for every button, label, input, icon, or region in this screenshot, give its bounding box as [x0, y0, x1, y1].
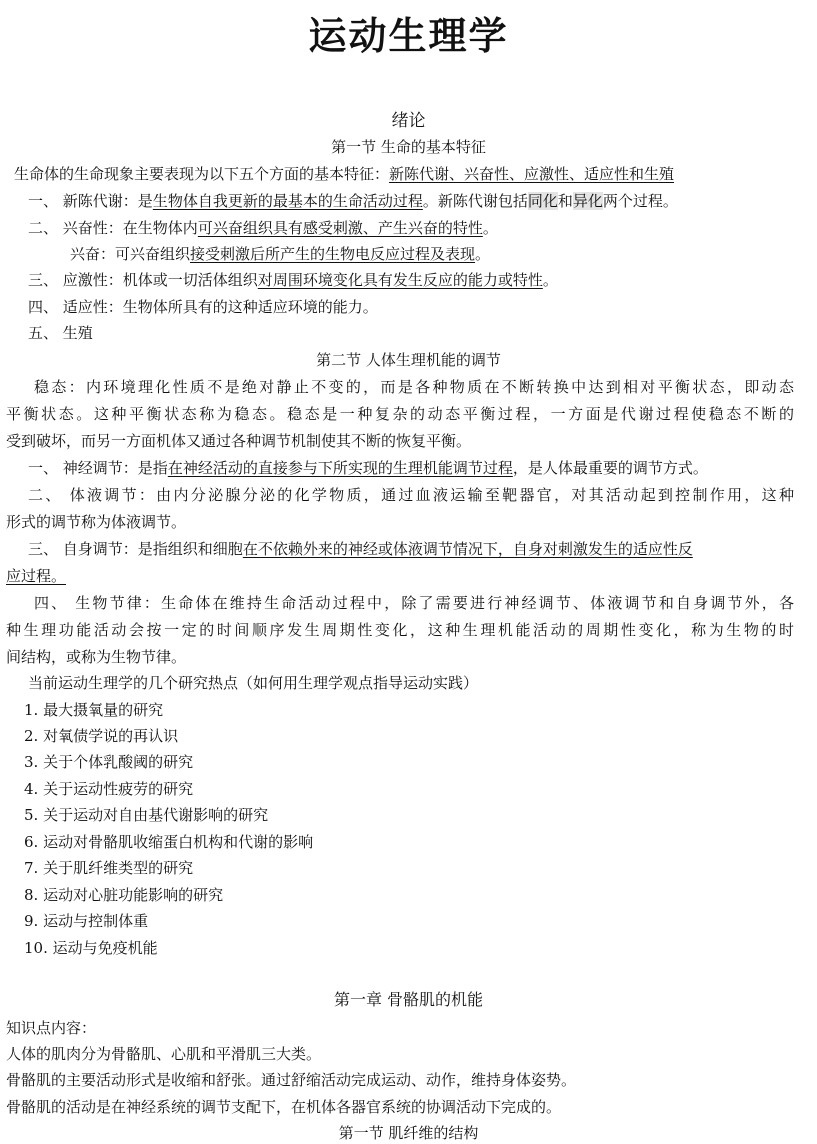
trait-underlined: 生物体自我更新的最基本的生命活动过程	[152, 192, 423, 210]
list-item: 2. 对氧债学说的再认识	[24, 727, 179, 745]
regulation-humoral-line-1	[6, 485, 794, 505]
trait-text: 适应性：生物体所具有的这种适应环境的能力。	[62, 298, 378, 316]
trait-text: 生殖	[62, 324, 93, 342]
regulation-text: 生物节律：生命体在维持生命活动过程中，除了需要进行神经调节、体液调节和自身调节外，各	[75, 594, 794, 612]
regulation-text: 体液调节：由内分泌腺分泌的化学物质，通过血液运输至靶器官，对其活动起到控制作用，这种	[69, 486, 794, 504]
hotspots-lead: 当前运动生理学的几个研究热点（如何用生理学观点指导运动实践）	[28, 674, 479, 692]
list-item: 7. 关于肌纤维类型的研究	[24, 859, 194, 877]
trait-adaptability	[28, 297, 378, 317]
trait-text: 应激性：机体或一切活体组织	[62, 271, 258, 289]
trait-metabolism	[28, 191, 678, 211]
regulation-rhythm-line-1	[6, 593, 794, 613]
knowledge-line-2: 骨骼肌的主要活动形式是收缩和舒张。通过舒缩活动完成运动、动作，维持身体姿势。	[6, 1071, 577, 1089]
regulation-auto-line-2: 应过程。	[6, 567, 67, 585]
list-item: 6. 运动对骨骼肌收缩蛋白机构和代谢的影响	[24, 833, 314, 851]
trait-text: 。	[482, 219, 498, 237]
trait-underlined: 接受刺激后所产生的生物电反应过程及表现	[190, 245, 476, 263]
regulation-underlined: 在神经活动的直接参与下所实现的生理机能调节过程	[167, 459, 513, 477]
section-heading-2: 第二节 人体生理机能的调节	[316, 351, 501, 369]
item-number: 二、	[28, 219, 59, 237]
item-number: 五、	[28, 324, 59, 342]
document-title: 运动生理学	[308, 14, 509, 58]
regulation-rhythm-line-2: 种生理功能活动会按一定的时间顺序发生周期性变化，这种生理机能活动的周期性变化，称为生物的时	[6, 621, 794, 639]
list-item: 3. 关于个体乳酸阈的研究	[24, 753, 194, 771]
traits-lead	[14, 164, 674, 184]
trait-text: 。新陈代谢包括	[422, 192, 528, 210]
regulation-text: 自身调节：是指组织和细胞	[62, 540, 243, 558]
trait-excitation-sub	[70, 244, 490, 264]
item-number: 四、	[34, 594, 69, 612]
trait-text: 。	[475, 245, 491, 263]
trait-text: 新陈代谢：是	[62, 192, 153, 210]
list-item: 9. 运动与控制体重	[24, 912, 149, 930]
item-number: 三、	[28, 271, 59, 289]
regulation-underlined: 在不依赖外来的神经或体液调节情况下，自身对刺激发生的适应性反	[242, 540, 693, 558]
regulation-text: ，是人体最重要的调节方式。	[512, 459, 708, 477]
knowledge-label: 知识点内容：	[6, 1019, 97, 1037]
highlight-anabolism: 同化	[527, 192, 558, 210]
regulation-humoral-line-2: 形式的调节称为体液调节。	[6, 513, 187, 531]
knowledge-line-3: 骨骼肌的活动是在神经系统的调节支配下，在机体各器官系统的协调活动下完成的。	[6, 1098, 562, 1116]
section-heading-fiber: 第一节 肌纤维的结构	[338, 1124, 479, 1142]
trait-text: 兴奋：可兴奋组织	[70, 245, 191, 263]
regulation-auto-line-1	[28, 539, 693, 559]
trait-text: 。	[542, 271, 558, 289]
trait-underlined: 对周围环境变化具有发生反应的能力或特性	[257, 271, 543, 289]
item-number: 一、	[28, 192, 59, 210]
item-number: 三、	[28, 540, 59, 558]
homeostasis-line-1: 稳态：内环境理化性质不是绝对静止不变的，而是各种物质在不断转换中达到相对平衡状态，即动态	[34, 378, 794, 396]
trait-text: 兴奋性：在生物体内	[62, 219, 198, 237]
trait-excitability	[28, 218, 498, 238]
list-item: 8. 运动对心脏功能影响的研究	[24, 886, 224, 904]
list-item: 5. 关于运动对自由基代谢影响的研究	[24, 806, 269, 824]
chapter-heading: 第一章 骨骼肌的机能	[333, 990, 484, 1009]
trait-underlined: 可兴奋组织具有感受刺激、产生兴奋的特性	[197, 219, 483, 237]
item-number: 二、	[28, 486, 63, 504]
item-number: 四、	[28, 298, 59, 316]
item-number: 一、	[28, 459, 59, 477]
trait-text: 和	[557, 192, 573, 210]
trait-text: 两个过程。	[602, 192, 678, 210]
intro-heading: 绪论	[391, 111, 426, 131]
highlight-catabolism: 异化	[572, 192, 603, 210]
trait-irritability	[28, 270, 558, 290]
traits-lead-underlined: 新陈代谢、兴奋性、应激性、适应性和生殖	[389, 165, 675, 183]
homeostasis-line-3: 受到破坏，而另一方面机体又通过各种调节机制使其不断的恢复平衡。	[6, 432, 472, 450]
regulation-rhythm-line-3: 间结构，或称为生物节律。	[6, 648, 187, 666]
regulation-text: 神经调节：是指	[62, 459, 168, 477]
traits-lead-text: 生命体的生命现象主要表现为以下五个方面的基本特征：	[14, 165, 390, 183]
section-heading-1: 第一节 生命的基本特征	[331, 138, 486, 156]
homeostasis-line-2: 平衡状态。这种平衡状态称为稳态。稳态是一种复杂的动态平衡过程，一方面是代谢过程使稳态不断的	[6, 405, 794, 423]
list-item: 4. 关于运动性疲劳的研究	[24, 780, 194, 798]
knowledge-line-1: 人体的肌肉分为骨骼肌、心肌和平滑肌三大类。	[6, 1045, 322, 1063]
trait-reproduction	[28, 323, 93, 343]
regulation-neural	[28, 458, 708, 478]
list-item: 1. 最大摄氧量的研究	[24, 701, 164, 719]
list-item: 10. 运动与免疫机能	[24, 939, 158, 957]
